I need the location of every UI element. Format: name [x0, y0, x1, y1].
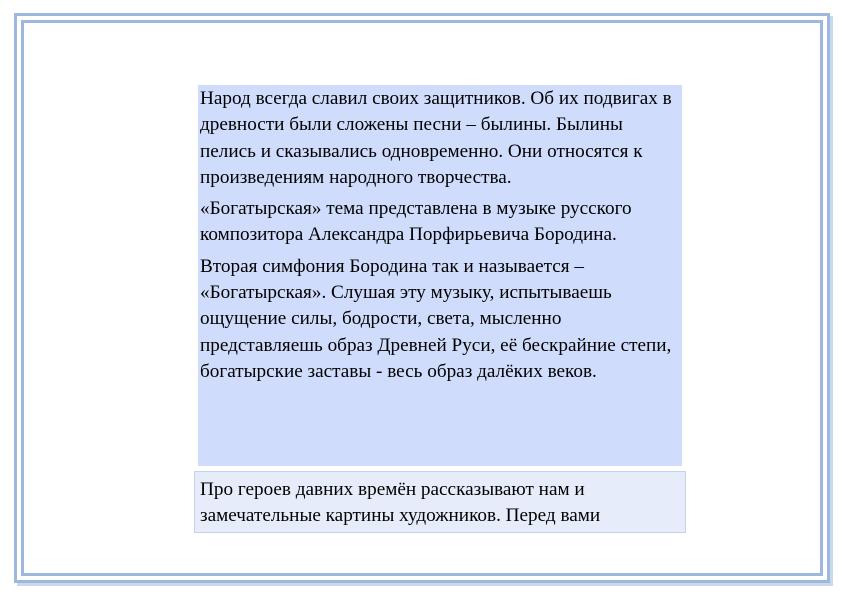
- main-text-box: [198, 85, 682, 466]
- frame-shadow-bottom: [17, 583, 833, 586]
- frame-shadow-right: [830, 16, 833, 586]
- paragraph-borodin-theme: «Богатырская» тема представлена в музыке русского композитора Александра Порфирьевича Бородина.: [200, 198, 632, 246]
- paragraph-second-symphony: Вторая симфония Бородина так и называется – «Богатырская». Слушая эту музыку, испытываешь ощущение силы, бодрости, света, мысленно представляешь образ Древней Руси, её бескрайние степи, богатырские заставы - весь образ далёких веков.: [200, 255, 672, 382]
- paragraph-defenders: Народ всегда славил своих защитников. Об их подвигах в древности были сложены песни – былины. Былины пелись и сказывались одновременно. Они относятся к произведениям народного творчества.: [200, 88, 672, 188]
- caption-text-box: Про героев давних времён рассказывают нам и замечательные картины художников. Перед вами: [194, 471, 686, 533]
